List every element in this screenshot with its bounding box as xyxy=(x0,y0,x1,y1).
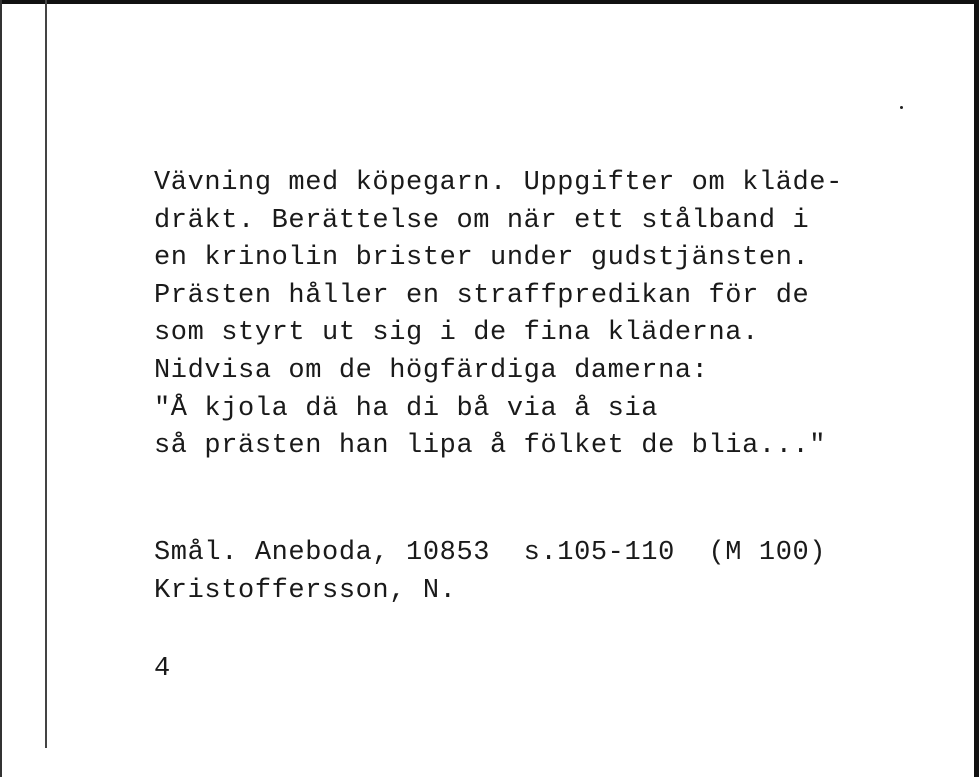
body-line: dräkt. Berättelse om när ett stålband i xyxy=(154,205,810,236)
body-line: som styrt ut sig i de fina kläderna. xyxy=(154,318,759,349)
body-line: så prästen han lipa å fölket de blia..." xyxy=(154,431,827,462)
card-body-text xyxy=(154,165,843,466)
body-line: Nidvisa om de högfärdiga damerna: xyxy=(154,355,709,386)
body-line: Vävning med köpegarn. Uppgifter om kläde- xyxy=(154,168,843,198)
card-right-edge xyxy=(974,0,979,777)
margin-rule xyxy=(45,0,47,748)
card-number: 4 xyxy=(154,654,171,684)
informant-line: Kristoffersson, N. xyxy=(154,575,457,606)
card-top-edge xyxy=(0,0,979,4)
card-left-edge xyxy=(0,0,2,777)
body-line: en krinolin brister under gudstjänsten. xyxy=(154,243,810,274)
body-line: "Å kjola dä ha di bå via å sia xyxy=(154,393,659,424)
body-line: Prästen håller en straffpredikan för de xyxy=(154,280,810,311)
ink-speck xyxy=(900,106,903,109)
location-line: Smål. Aneboda, 10853 s.105-110 (M 100) xyxy=(154,538,827,568)
reference-block xyxy=(154,535,826,610)
